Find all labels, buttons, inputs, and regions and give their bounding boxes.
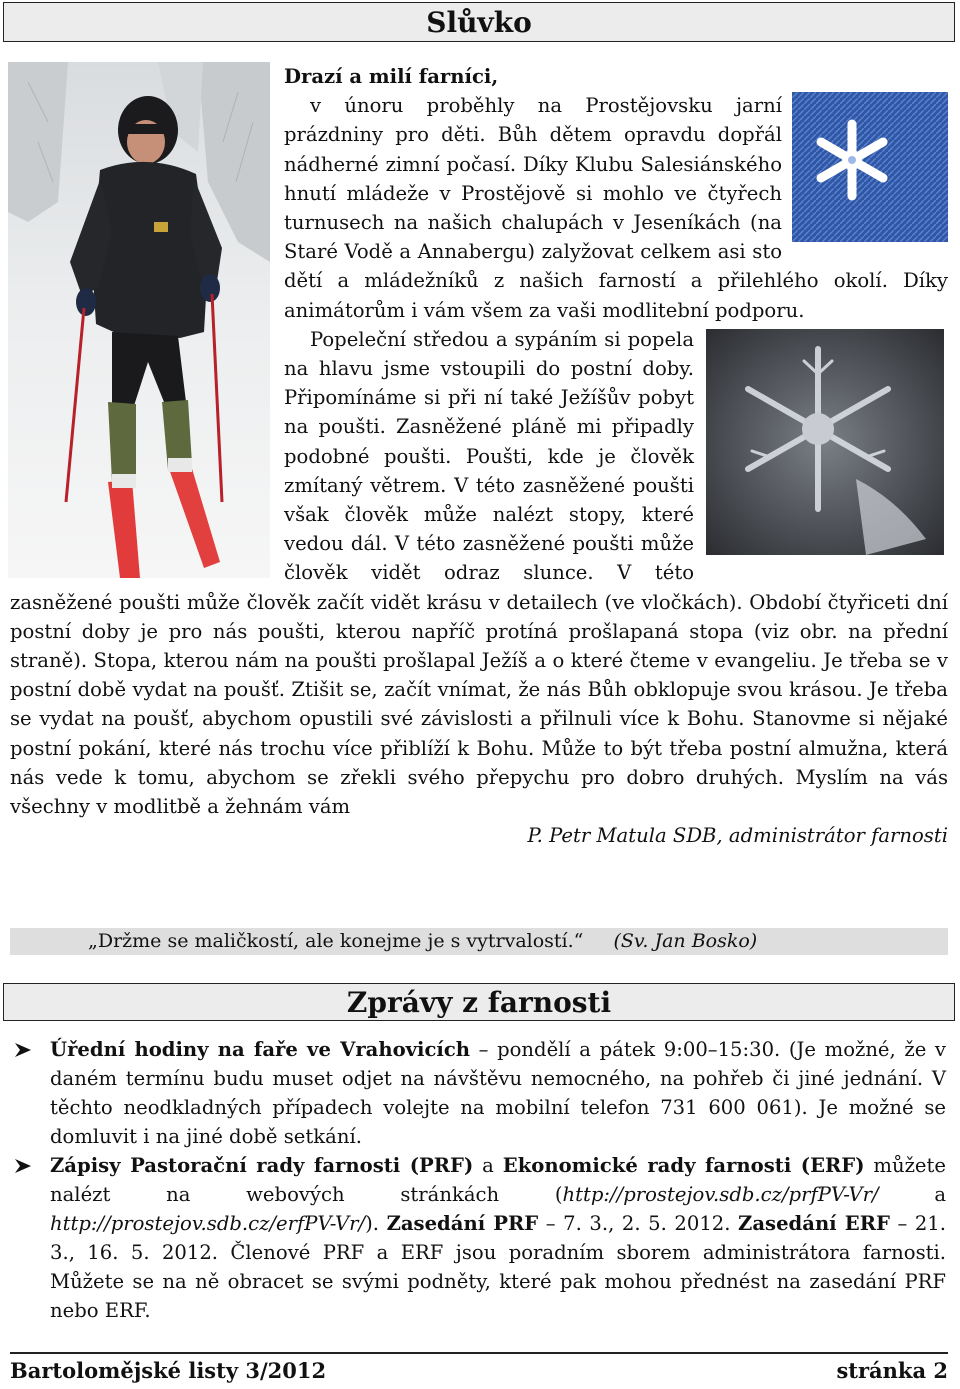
news-item-2-text-c: a xyxy=(878,1183,946,1206)
arrowhead-bullet-icon xyxy=(12,1151,34,1180)
link-erf[interactable]: http://prostejov.sdb.cz/erfPV-Vr/ xyxy=(50,1212,366,1235)
arrowhead-bullet-icon xyxy=(12,1035,34,1064)
news-item-2-erf-meeting: Zasedání ERF xyxy=(738,1212,890,1235)
footer-publication: Bartolomějské listy 3/2012 xyxy=(10,1358,327,1383)
footer xyxy=(10,1356,948,1386)
quote-bar xyxy=(10,928,948,955)
news-item-2-prf-dates: – 7. 3., 2. 5. 2012. xyxy=(538,1212,739,1235)
news-item-2-prf: Zápisy Pastorační rady farnosti (PRF) xyxy=(50,1154,474,1177)
news-item-1-text: – pondělí a pátek 9:00–15:30. (Je možné, že v daném termínu budu muset odjet na návštěvu nemocného, na pohřeb či jiné jednání. V těchto neodkladných případech volejte na mobilní telefon 731 600 061). Je možné se domluvit i na jiné době setkání. xyxy=(50,1038,946,1148)
article-greeting: Drazí a milí farníci, xyxy=(284,65,499,88)
skier-photo xyxy=(8,62,270,578)
quote-text: „Držme se maličkostí, ale konejme je s vytrvalostí.“ xyxy=(88,930,584,952)
news-item-2-erf-dates: – 21. 3., 16. 5. 2012. Členové PRF a ERF jsou poradním sborem administrátora farnosti. Můžete se na ně obracet se svými podněty, které pak mohou přednést na zasedání PRF nebo ERF. xyxy=(50,1212,946,1322)
news-item-2-text-a: a xyxy=(473,1154,503,1177)
link-prf[interactable]: http://prostejov.sdb.cz/prfPV-Vr/ xyxy=(562,1183,879,1206)
footer-divider xyxy=(10,1352,948,1354)
snowflake-photo-large xyxy=(706,329,944,555)
section-title-sluvko: Slůvko xyxy=(3,2,955,42)
article-paragraph-1: v únoru proběhly na Prostějovsku jarní prázdniny pro děti. Bůh dětem opravdu dopřál nádherné zimní počasí. Díky Klubu Salesiánského hnutí mládeže v Prostějově si mohlo ve čtyřech turnusech na našich chalupách v Jeseníkách (na Staré Vodě a Annabergu) zalyžovat celkem asi sto dětí a mládežníků z našich farností a přilehlého okolí. Díky animátorům i vám všem za vaši modlitební podporu. xyxy=(284,94,948,322)
news-item-councils xyxy=(10,1151,946,1325)
news-item-1-title: Úřední hodiny na faře ve Vrahovicích xyxy=(50,1038,471,1061)
news-item-office-hours xyxy=(10,1035,946,1151)
news-item-2-text-d: ). xyxy=(365,1212,387,1235)
quote-author: (Sv. Jan Bosko) xyxy=(613,930,758,952)
snowflake-photo-small xyxy=(792,92,948,242)
article-paragraph-2: Popeleční středou a sypáním si popela na hlavu jsme vstoupili do postní doby. Připomínáme si při ní také Ježíšův pobyt na poušti. Zasněžené pláně mi připadly podobné poušti. Poušti, kde je člověk zmítaný větrem. V této zasněžené poušti však člověk může nalézt stopy, které vedou dál. V této zasněžené poušti může člověk vidět odraz slunce. V této zasněžené poušti může člověk začít vidět krásu v detailech (ve vločkách). Období čtyřiceti dní postní doby je pro nás poušti, kterou napříč protíná prošlapaná stopa (viz obr. na přední straně). Stopa, kterou nám na poušti prošlapal Ježíš a o které čteme v evangeliu. Je třeba se v postní době vydat na poušť. Ztišit se, začít vnímat, že nás Bůh obklopuje svou krásou. Je třeba se vydat na poušť, abychom opustili své závislosti a přilnuli více k Bohu. Stanovme si nějaké postní pokání, které nás trochu více přiblíží k Bohu. Může to být třeba postní almužna, která nás vede k tomu, abychom se zřekli svého přepychu pro dobro druhých. Myslím na vás všechny v modlitbě a žehnám vám xyxy=(10,327,948,819)
article xyxy=(10,62,948,850)
footer-page-number: stránka 2 xyxy=(836,1358,948,1383)
article-signature: P. Petr Matula SDB, administrátor farnosti xyxy=(527,824,948,848)
news-item-2-prf-meeting: Zasedání PRF xyxy=(386,1212,539,1235)
news-list xyxy=(10,1035,946,1325)
section-title-news: Zprávy z farnosti xyxy=(3,983,955,1021)
news-item-2-erf: Ekonomické rady farnosti (ERF) xyxy=(502,1154,865,1177)
news-item-2-text-b: můžete nalézt na webových stránkách ( xyxy=(50,1154,946,1206)
